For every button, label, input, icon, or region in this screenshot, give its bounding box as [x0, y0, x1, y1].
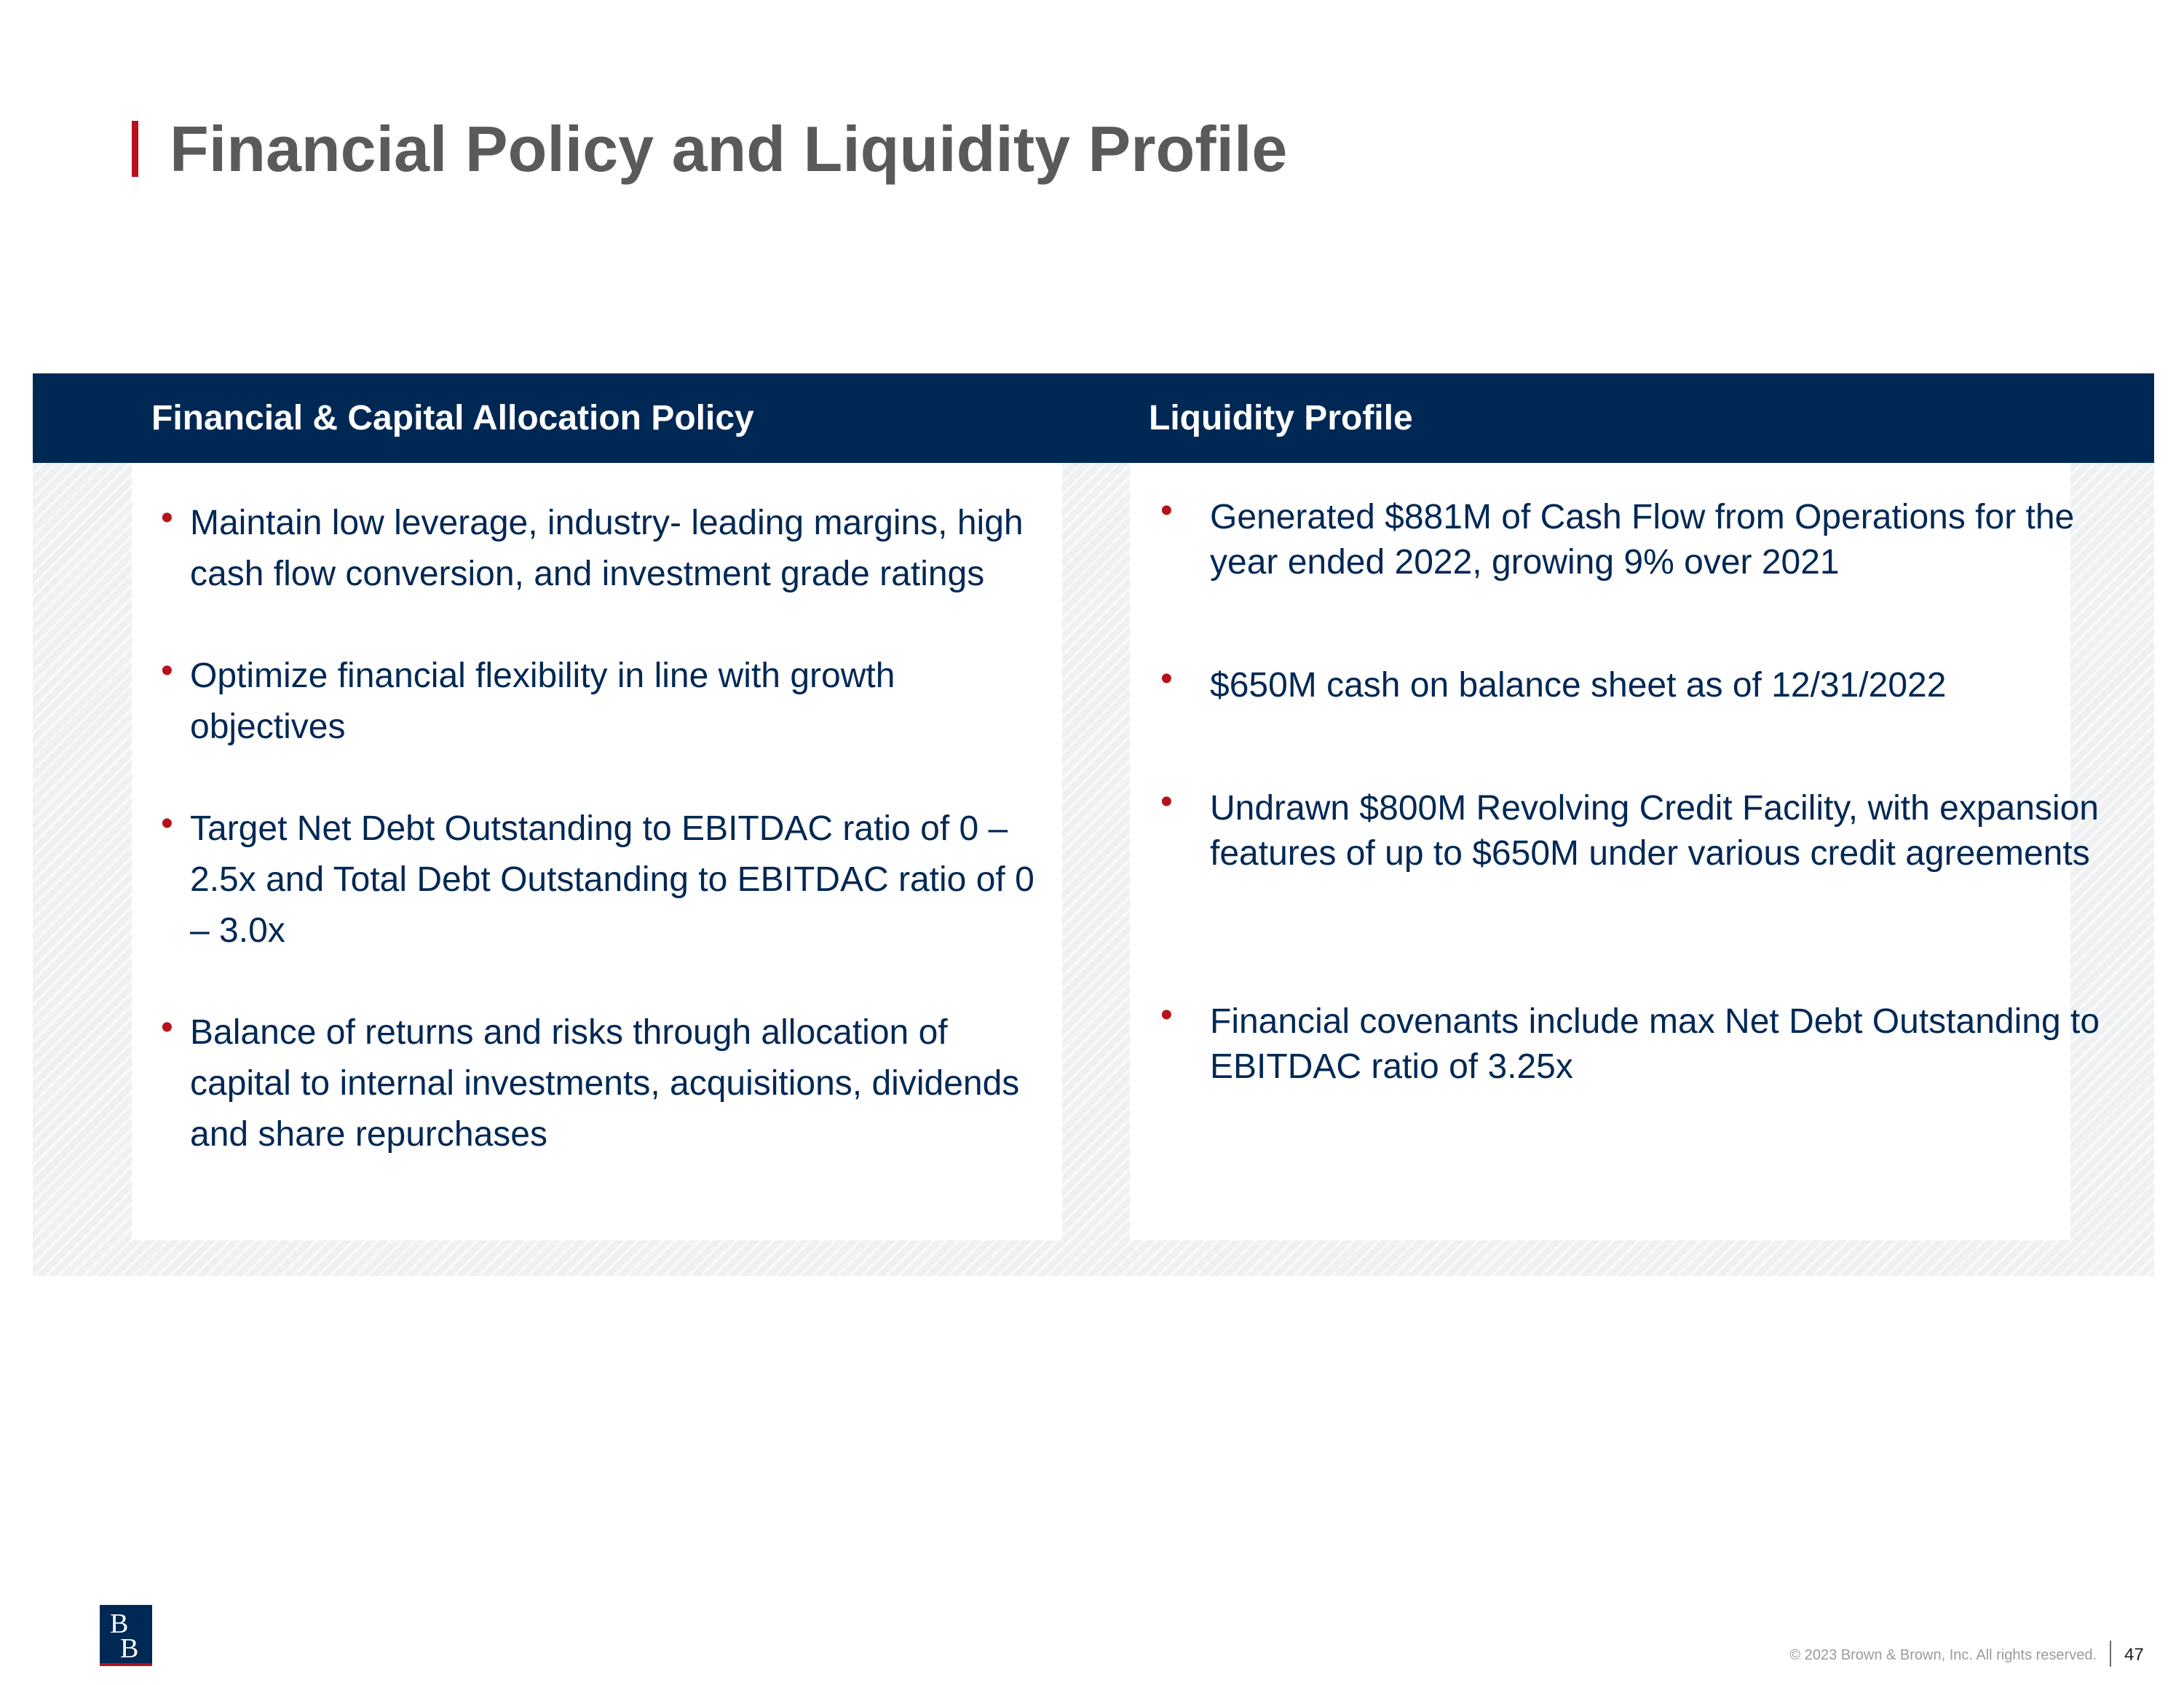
- footer-divider: [2110, 1641, 2111, 1667]
- list-item: • Optimize financial flexibility in line with growth objectives: [161, 651, 895, 746]
- bullet-icon: •: [1160, 996, 1173, 1034]
- policy-card: [132, 463, 1062, 1240]
- right-column-heading: Liquidity Profile: [1149, 399, 1413, 437]
- list-item: • Generated $881M of Cash Flow from Operations for the year ended 2022, growing 9% over 2021: [1160, 491, 2075, 582]
- left-column-heading: Financial & Capital Allocation Policy: [151, 399, 754, 437]
- bullet-icon: •: [161, 804, 173, 843]
- policy-bullet-list: [132, 498, 1049, 1211]
- svg-text:B: B: [120, 1633, 139, 1663]
- bullet-icon: •: [1160, 782, 1173, 821]
- page-title: Financial Policy and Liquidity Profile: [170, 113, 1288, 185]
- bullet-icon: •: [1160, 491, 1173, 530]
- bullet-icon: •: [1160, 659, 1173, 698]
- bullet-icon: •: [161, 499, 173, 537]
- list-item: • Target Net Debt Outstanding to EBITDAC ratio of 0 – 2.5x and Total Debt Outstanding to EBITDAC ratio of 0 – 3.0x: [161, 804, 1034, 950]
- svg-text:B: B: [110, 1609, 129, 1639]
- copyright-text: © 2023 Brown & Brown, Inc. All rights reserved.: [1789, 1647, 2097, 1663]
- list-item: • $650M cash on balance sheet as of 12/31/2022: [1160, 659, 1947, 705]
- bullet-icon: •: [161, 651, 173, 690]
- bullet-icon: •: [161, 1008, 173, 1047]
- page-number: 47: [2124, 1645, 2144, 1665]
- column-header-bar: [33, 373, 2154, 463]
- list-item: • Balance of returns and risks through allocation of capital to internal investments, acquisitions, dividends and share repurchases: [161, 1008, 1020, 1154]
- title-accent-bar: [132, 121, 138, 177]
- list-item: • Maintain low leverage, industry- leading margins, high cash flow conversion, and investment grade ratings: [161, 499, 1024, 593]
- bb-monogram-logo-icon: [100, 1605, 152, 1666]
- list-item: • Undrawn $800M Revolving Credit Facility, with expansion features of up to $650M under various credit agreements: [1160, 782, 2099, 873]
- list-item: • Financial covenants include max Net Debt Outstanding to EBITDAC ratio of 3.25x: [1160, 996, 2100, 1086]
- liquidity-card: [1130, 463, 2100, 1240]
